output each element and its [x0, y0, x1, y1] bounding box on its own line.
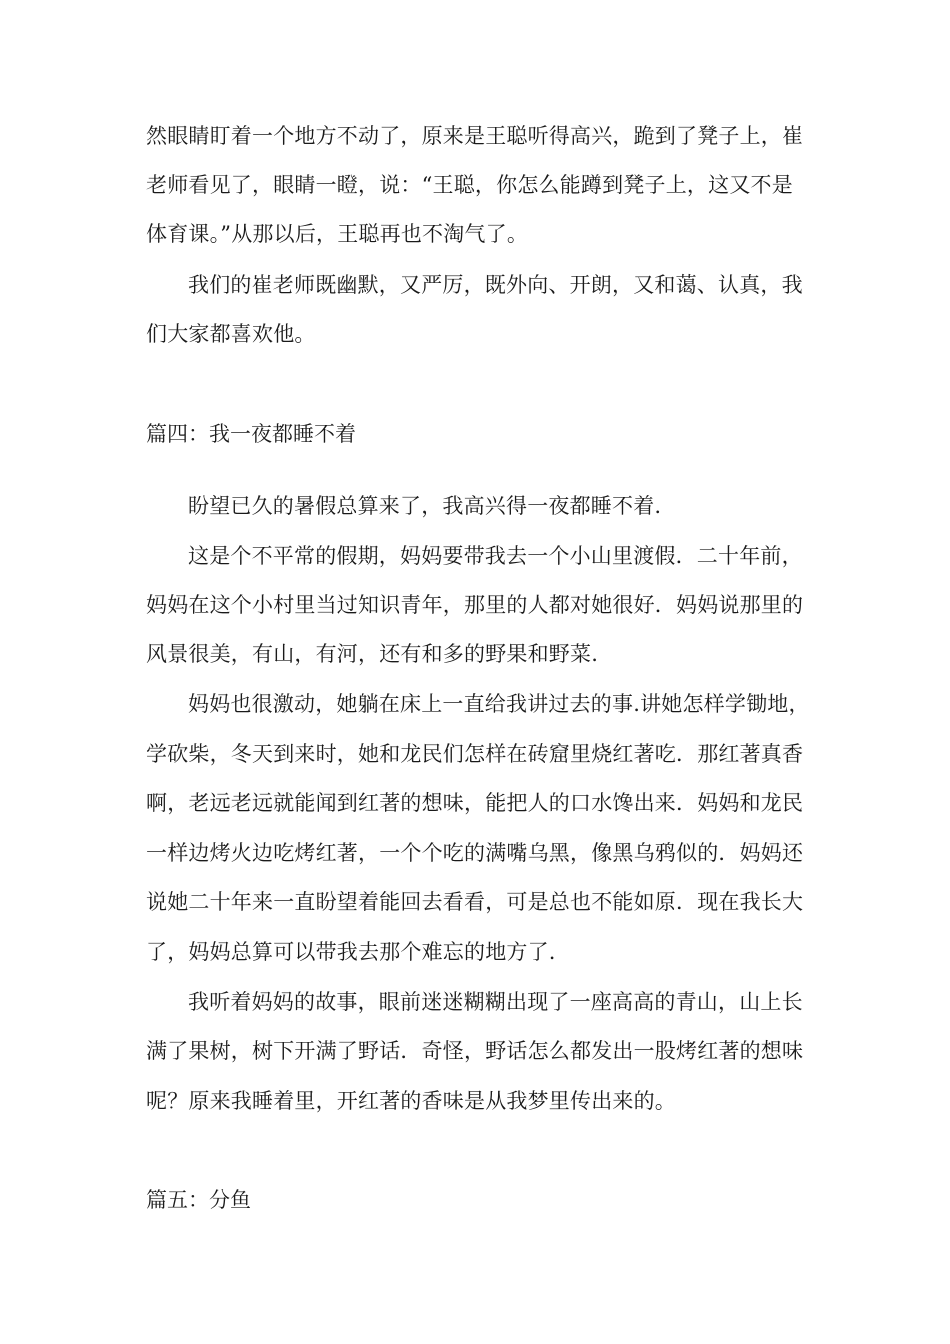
paragraph-line: 满了果树，树下开满了野话．奇怪，野话怎么都发出一股烤红著的想味 [146, 1039, 804, 1063]
paragraph-line: 体育课。”从那以后，王聪再也不淘气了。 [146, 222, 529, 246]
section-heading: 篇五：分鱼 [146, 1188, 251, 1212]
paragraph-line: 一样边烤火边吃烤红著，一个个吃的满嘴乌黑，像黑乌鸦似的．妈妈还 [146, 841, 804, 865]
section-heading: 篇四：我一夜都睡不着 [146, 422, 356, 446]
paragraph-line: 然眼睛盯着一个地方不动了，原来是王聪听得高兴，跪到了凳子上，崔 [146, 124, 804, 148]
paragraph-line: 学砍柴，冬天到来时，她和龙民们怎样在砖窟里烧红著吃．那红著真香 [146, 742, 804, 766]
paragraph-line: 呢？原来我睡着里，开红著的香味是从我梦里传出来的。 [146, 1089, 676, 1113]
paragraph-line: 我们的崔老师既幽默，又严厉，既外向、开朗，又和蔼、认真，我 [188, 273, 803, 297]
paragraph-line: 风景很美，有山，有河，还有和多的野果和野菜. [146, 642, 599, 666]
paragraph-line: 这是个不平常的假期，妈妈要带我去一个小山里渡假．二十年前， [188, 544, 803, 568]
paragraph-line: 啊，老远老远就能闻到红著的想味，能把人的口水馋出来．妈妈和龙民 [146, 791, 804, 815]
paragraph-line: 妈妈在这个小村里当过知识青年，那里的人都对她很好．妈妈说那里的 [146, 593, 804, 617]
paragraph-line: 说她二十年来一直盼望着能回去看看，可是总也不能如原．现在我长大 [146, 890, 804, 914]
paragraph-line: 们大家都喜欢他。 [146, 322, 316, 346]
paragraph-line: 我听着妈妈的故事，眼前迷迷糊糊出现了一座高高的青山，山上长 [188, 990, 803, 1014]
paragraph-line: 妈妈也很激动，她躺在床上一直给我讲过去的事.讲她怎样学锄地， [188, 692, 810, 716]
paragraph-line: 老师看见了，眼睛一瞪，说：“王聪，你怎么能蹲到凳子上，这又不是 [146, 173, 793, 197]
paragraph-line: 了，妈妈总算可以带我去那个难忘的地方了. [146, 940, 556, 964]
paragraph-line: 盼望已久的暑假总算来了，我高兴得一夜都睡不着. [188, 494, 662, 518]
